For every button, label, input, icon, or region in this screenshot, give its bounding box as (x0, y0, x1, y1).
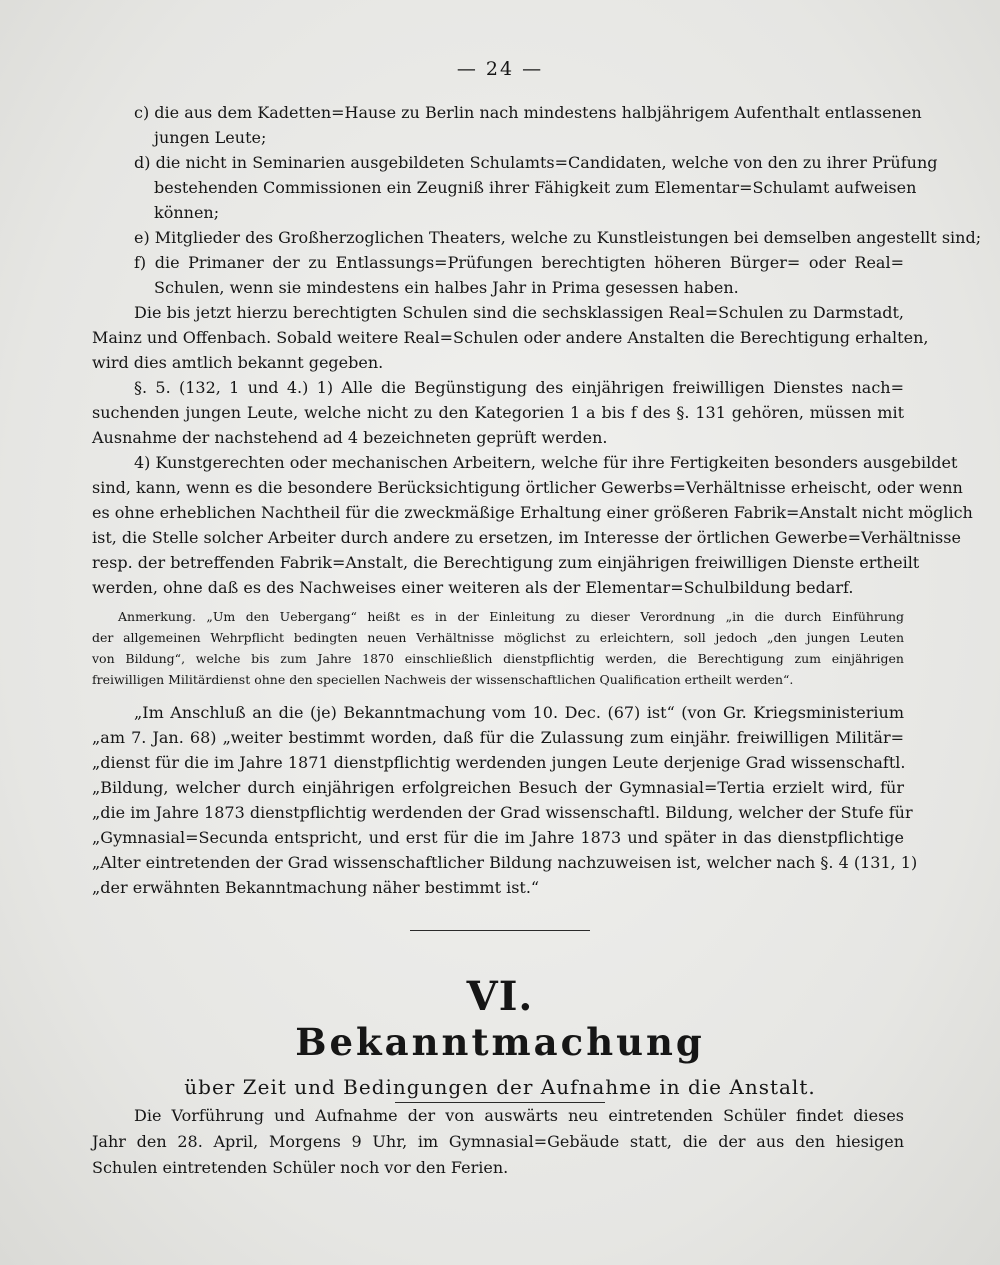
quote-line: „Bildung, welcher durch einjährigen erfolgreichen Besuch der Gymnasial=Tertia erzielt wird, für (92, 778, 904, 797)
paragraph-line: Die bis jetzt hierzu berechtigten Schulen sind die sechsklassigen Real=Schulen zu Darmstadt, (134, 303, 904, 322)
closing-line: Schulen eintretenden Schüler noch vor den Ferien. (92, 1158, 509, 1177)
list-item-f-cont: Schulen, wenn sie mindestens ein halbes Jahr in Prima gesessen haben. (154, 278, 739, 297)
paragraph-line: Mainz und Offenbach. Sobald weitere Real=Schulen oder andere Anstalten die Berechtigung erhalten, (92, 328, 929, 347)
section-5-line: §. 5. (132, 1 und 4.) 1) Alle die Begünstigung des einjährigen freiwilligen Dienstes nach= (134, 378, 904, 397)
section-heading: Bekanntmachung (295, 1020, 705, 1064)
quote-line: „am 7. Jan. 68) „weiter bestimmt worden, daß für die Zulassung zum einjähr. freiwilligen Militär= (92, 728, 904, 747)
list-item-d-cont: bestehenden Commissionen ein Zeugniß ihrer Fähigkeit zum Elementar=Schulamt aufweisen (154, 178, 917, 197)
quote-line: „Im Anschluß an die (je) Bekanntmachung vom 10. Dec. (67) ist“ (von Gr. Kriegsministerium (134, 703, 904, 722)
note-line: freiwilligen Militärdienst ohne den speciellen Nachweis der wissenschaftlichen Qualification ertheilt werden“. (92, 672, 794, 687)
list-item-c: c) die aus dem Kadetten=Hause zu Berlin nach mindestens halbjährigem Aufenthalt entlassenen (134, 103, 922, 122)
closing-paragraph (92, 1103, 904, 1181)
section-5-line: suchenden jungen Leute, welche nicht zu den Kategorien 1 a bis f des §. 131 gehören, müssen mit (92, 403, 904, 422)
paragraph-4-line: ist, die Stelle solcher Arbeiter durch andere zu ersetzen, im Interesse der örtlichen Gewerbe=Verhältnisse (92, 528, 961, 547)
quote-block (92, 700, 918, 900)
body-paragraphs (92, 300, 973, 600)
section-divider (410, 930, 590, 931)
note-line: Anmerkung. „Um den Uebergang“ heißt es in der Einleitung zu dieser Verordnung „in die durch Einführung (118, 609, 904, 624)
paragraph-4-line: werden, ohne daß es des Nachweises einer weiteren als der Elementar=Schulbildung bedarf. (92, 578, 854, 597)
list-item-d-end: können; (154, 203, 220, 222)
quote-line: „dienst für die im Jahre 1871 dienstpflichtig werdenden jungen Leute derjenige Grad wissenschaftl. (92, 753, 906, 772)
exemption-list (92, 100, 982, 300)
note-line: von Bildung“, welche bis zum Jahre 1870 einschließlich dienstpflichtig werden, die Berechtigung zum einjährigen (92, 651, 904, 666)
note-block (92, 606, 904, 690)
quote-line: „Alter eintretenden der Grad wissenschaftlicher Bildung nachzuweisen ist, welcher nach §. 4 (131, 1) (92, 853, 918, 872)
paragraph-4-line: sind, kann, wenn es die besondere Berücksichtigung örtlicher Gewerbs=Verhältnisse erheischt, oder wenn (92, 478, 963, 497)
section-5-line: Ausnahme der nachstehend ad 4 bezeichneten geprüft werden. (92, 428, 608, 447)
section-subheading: über Zeit und Bedingungen der Aufnahme in die Anstalt. (184, 1075, 816, 1099)
paragraph-line: wird dies amtlich bekannt gegeben. (92, 353, 384, 372)
paragraph-4-line: es ohne erheblichen Nachtheil für die zweckmäßige Erhaltung einer größeren Fabrik=Anstalt nicht möglich (92, 503, 973, 522)
quote-line: „Gymnasial=Secunda entspricht, und erst für die im Jahre 1873 und später in das dienstpflichtige (92, 828, 904, 847)
paragraph-4-line: 4) Kunstgerechten oder mechanischen Arbeitern, welche für ihre Fertigkeiten besonders ausgebildet (134, 453, 958, 472)
closing-line: Die Vorführung und Aufnahme der von auswärts neu eintretenden Schüler findet dieses (134, 1106, 904, 1125)
closing-line: Jahr den 28. April, Morgens 9 Uhr, im Gymnasial=Gebäude statt, die der aus den hiesigen (92, 1132, 904, 1151)
quote-line: „die im Jahre 1873 dienstpflichtig werdenden der Grad wissenschaftl. Bildung, welcher der Stufe für (92, 803, 913, 822)
list-item-f: f) die Primaner der zu Entlassungs=Prüfungen berechtigten höheren Bürger= oder Real= (134, 253, 904, 272)
paragraph-4-line: resp. der betreffenden Fabrik=Anstalt, die Berechtigung zum einjährigen freiwilligen Dienste ertheilt (92, 553, 920, 572)
note-line: der allgemeinen Wehrpflicht bedingten neuen Verhältnisse möglichst zu erleichtern, soll jedoch „den jungen Leuten (92, 630, 904, 645)
quote-line: „der erwähnten Bekanntmachung näher bestimmt ist.“ (92, 878, 540, 897)
list-item-e: e) Mitglieder des Großherzoglichen Theaters, welche zu Kunstleistungen bei demselben angestellt sind; (134, 228, 982, 247)
list-item-c-cont: jungen Leute; (154, 128, 267, 147)
chapter-number: VI. (466, 973, 534, 1020)
list-item-d: d) die nicht in Seminarien ausgebildeten Schulamts=Candidaten, welche von den zu ihrer Prüfung (134, 153, 938, 172)
page-number: — 24 — (456, 58, 544, 80)
